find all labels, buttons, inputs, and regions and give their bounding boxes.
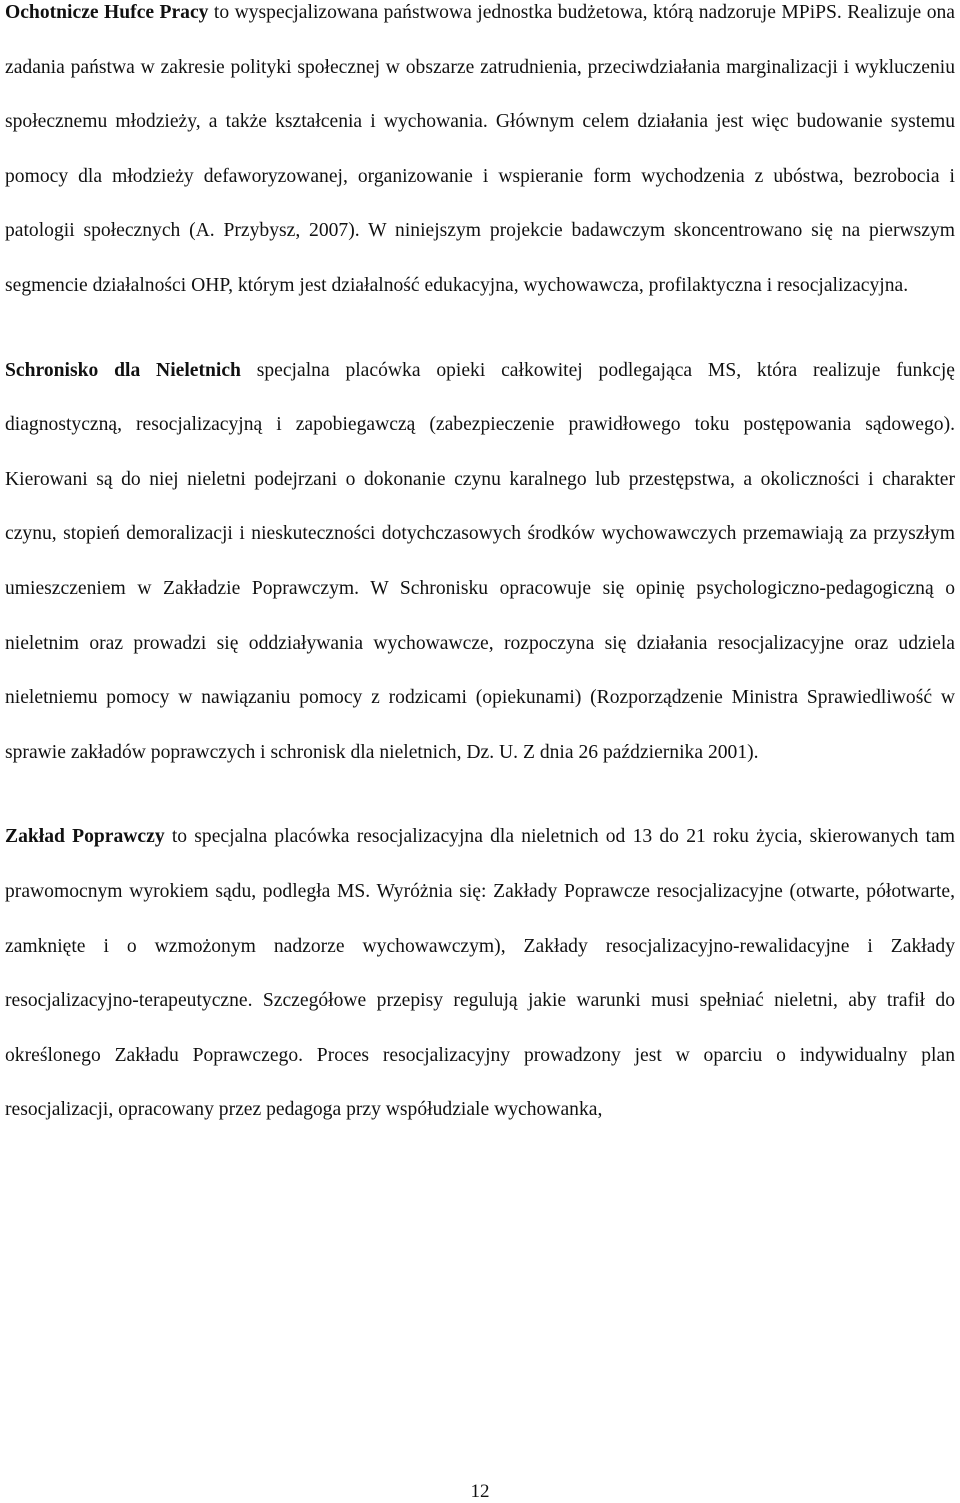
paragraph-ohp xyxy=(5,0,955,314)
page-number: 12 xyxy=(470,1481,490,1502)
term-ohp: Ochotnicze Hufce Pracy xyxy=(5,2,209,23)
paragraph-ohp-text: to wyspecjalizowana państwowa jednostka budżetowa, którą nadzoruje MPiPS. Realizuje ona zadania państwa w zakresie polityki społecznej w obszarze zatrudnienia, przeciwdziałania marginalizacji i wykluczeniu społecznemu młodzieży, a także kształcenia i wychowania. Głównym celem działania jest więc budowanie systemu pomocy dla młodzieży defaworyzowanej, organizowanie i wspieranie form wychodzenia z ubóstwa, bezrobocia i patologii społecznych (A. Przybysz, 2007). W niniejszym projekcie badawczym skoncentrowano się na pierwszym segmencie działalności OHP, którym jest działalność edukacyjna, wychowawcza, profilaktyczna i resocjalizacyjna. xyxy=(5,2,955,296)
term-zaklad: Zakład Poprawczy xyxy=(5,826,165,848)
paragraph-schronisko-text: specjalna placówka opieki całkowitej podlegająca MS, która realizuje funkcję diagnostyczną, resocjalizacyjną i zapobiegawczą (zabezpieczenie prawidłowego toku postępowania sądowego). Kierowani są do niej nieletni podejrzani o dokonanie czynu karalnego lub przestępstwa, a okoliczności i charakter czynu, stopień demoralizacji i nieskuteczności dotychczasowych środków wychowawczych przemawiają za przyszłym umieszczeniem w Zakładzie Poprawczym. W Schronisku opracowuje się opinię psychologiczno-pedagogiczną o nieletnim oraz prowadzi się oddziaływania wychowawcze, rozpoczyna się działania resocjalizacyjne oraz udziela nieletniemu pomocy w nawiązaniu pomocy z rodzicami (opiekunami) (Rozporządzenie Ministra Sprawiedliwość w sprawie zakładów poprawczych i schronisk dla nieletnich, Dz. U. Z dnia 26 października 2001). xyxy=(5,359,955,763)
paragraph-zaklad-text: to specjalna placówka resocjalizacyjna dla nieletnich od 13 do 21 roku życia, skierowanych tam prawomocnym wyrokiem sądu, podległa MS. Wyróżnia się: Zakłady Poprawcze resocjalizacyjne (otwarte, półotwarte, zamknięte i o wzmożonym nadzorze wychowawczym), Zakłady resocjalizacyjno-rewalidacyjne i Zakłady resocjalizacyjno-terapeutyczne. Szczegółowe przepisy regulują jakie warunki musi spełniać nieletni, aby trafił do określonego Zakładu Poprawczego. Proces resocjalizacyjny prowadzony jest w oparciu o indywidualny plan resocjalizacji, opracowany przez pedagoga przy współudziale wychowanka, xyxy=(5,826,956,1121)
paragraph-schronisko xyxy=(5,344,955,781)
document-page xyxy=(5,0,955,1138)
term-schronisko: Schronisko dla Nieletnich xyxy=(5,359,241,381)
paragraph-zaklad xyxy=(5,810,955,1138)
